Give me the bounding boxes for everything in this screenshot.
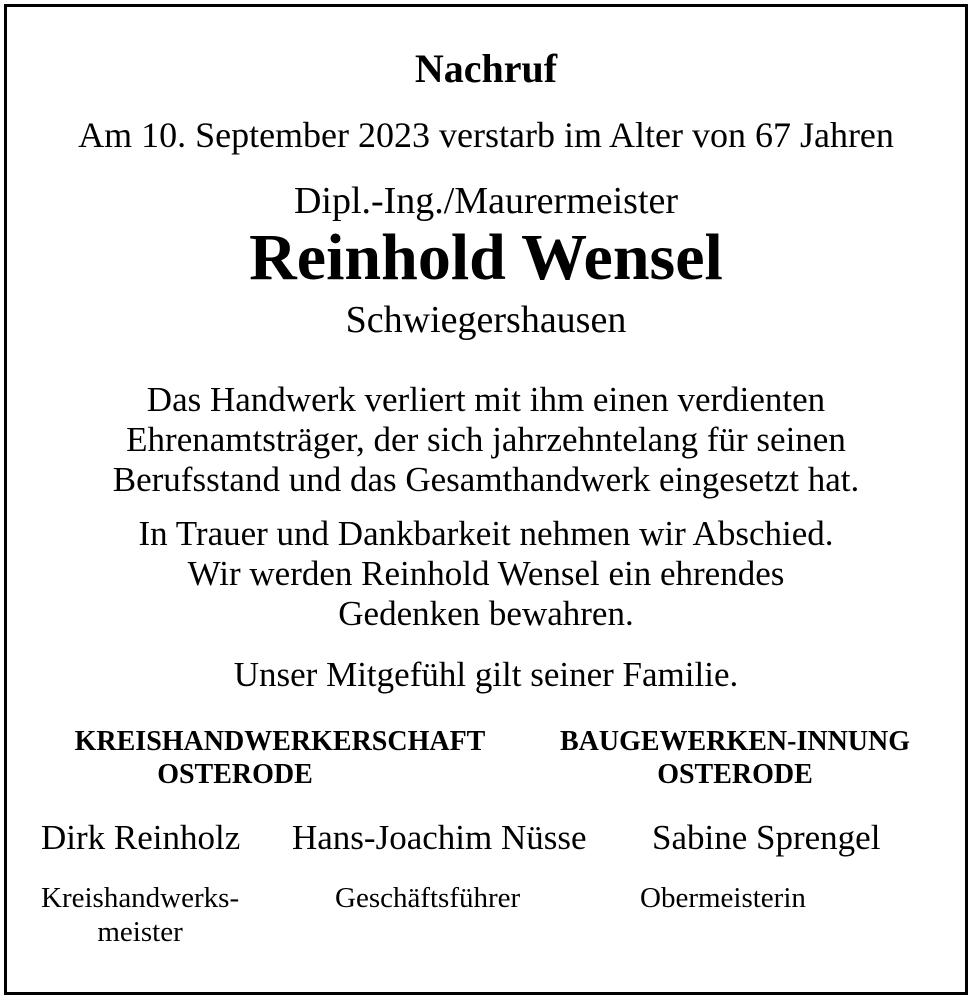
tribute-paragraph xyxy=(7,380,965,500)
organization-name: BAUGEWERKEN-INNUNG xyxy=(559,726,911,757)
farewell-paragraph xyxy=(7,514,965,634)
death-announcement: Am 10. September 2023 verstarb im Alter von 67 Jahren xyxy=(78,115,894,155)
signer-role xyxy=(640,881,806,915)
deceased-hometown: Schwiegershausen xyxy=(345,299,627,341)
signer-role xyxy=(335,881,520,915)
condolence-line: Unser Mitgefühl gilt seiner Familie. xyxy=(233,655,739,694)
signer-role-line: Geschäftsführer xyxy=(335,882,521,914)
obituary-notice-frame xyxy=(4,4,968,995)
deceased-profession: Dipl.-Ing./Maurermeister xyxy=(293,180,679,222)
signer-name: Hans-Joachim Nüsse xyxy=(292,818,587,857)
organization-location: OSTERODE xyxy=(657,759,813,790)
tribute-line: Ehrenamtsträger, der sich jahrzehntelang für seinen xyxy=(126,420,846,459)
deceased-name: Reinhold Wensel xyxy=(249,221,723,294)
farewell-line: In Trauer und Dankbarkeit nehmen wir Abschied. xyxy=(138,514,834,553)
signer-role-line: meister xyxy=(97,916,183,948)
organization-name: KREISHANDWERKERSCHAFT xyxy=(74,726,486,757)
farewell-line: Wir werden Reinhold Wensel ein ehrendes xyxy=(187,554,785,593)
signer-name: Dirk Reinholz xyxy=(41,818,241,857)
organization-location: OSTERODE xyxy=(157,759,313,790)
signer-role-line: Kreishandwerks- xyxy=(41,882,240,914)
tribute-line: Berufsstand und das Gesamthandwerk eingesetzt hat. xyxy=(112,460,860,499)
notice-title: Nachruf xyxy=(414,46,558,91)
signer-role-line: Obermeisterin xyxy=(640,882,806,914)
organization-kreishandwerkerschaft xyxy=(37,725,523,791)
organization-baugewerken-innung xyxy=(527,725,943,791)
condolence-paragraph xyxy=(7,655,965,695)
signer-role xyxy=(41,881,239,949)
signer-name: Sabine Sprengel xyxy=(652,818,881,857)
tribute-line: Das Handwerk verliert mit ihm einen verdienten xyxy=(146,380,826,419)
farewell-line: Gedenken bewahren. xyxy=(338,594,634,633)
